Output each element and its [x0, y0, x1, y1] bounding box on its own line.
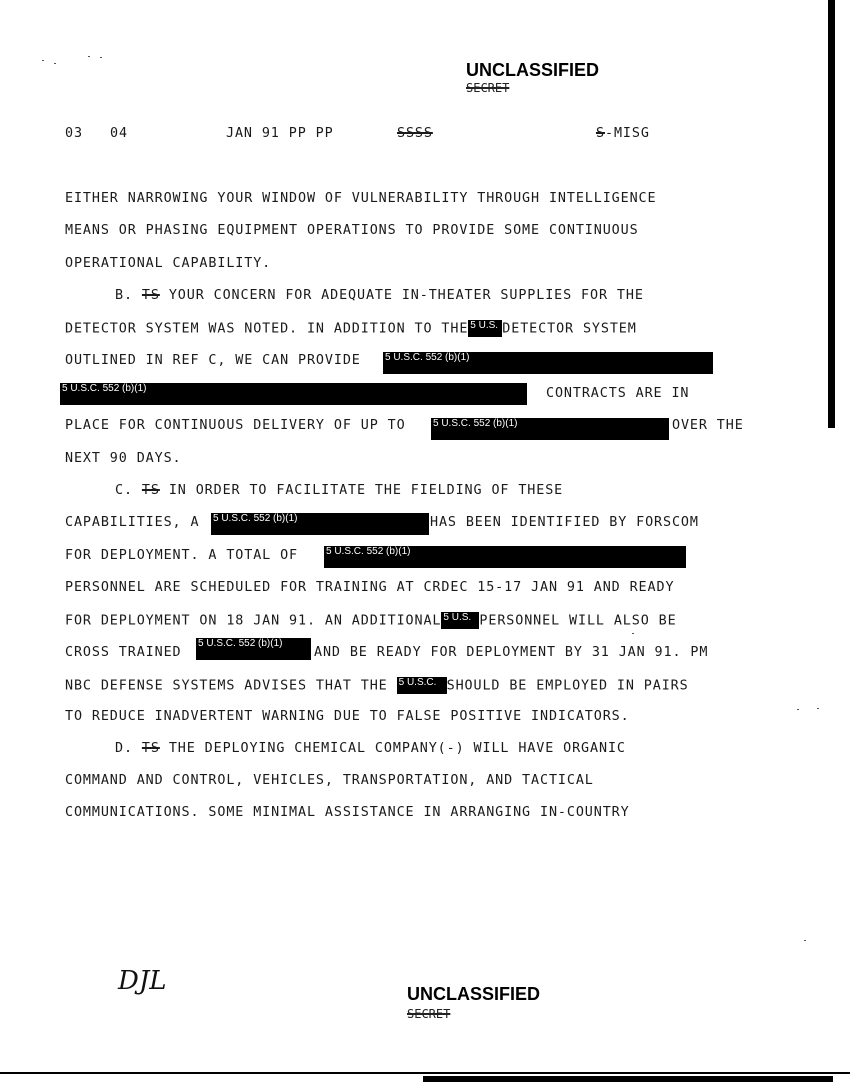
- para-c-line-6b: AND BE READY FOR DEPLOYMENT BY 31 JAN 91. PM: [314, 645, 709, 660]
- para-b-line-6: NEXT 90 DAYS.: [65, 451, 182, 466]
- para-b-line-2: DETECTOR SYSTEM WAS NOTED. IN ADDITION TO THE 5 U.S. DETECTOR SYSTEM: [65, 320, 637, 337]
- para-c-line-3a: FOR DEPLOYMENT. A TOTAL OF: [65, 548, 299, 563]
- scan-speck: [42, 60, 44, 61]
- scan-speck: [817, 708, 819, 709]
- redaction-block: 5 U.S.C. 552 (b)(1): [211, 513, 429, 535]
- para-d-line-2: COMMAND AND CONTROL, VEHICLES, TRANSPORTATION, AND TACTICAL: [65, 773, 594, 788]
- redaction-block: 5 U.S.C.: [397, 677, 447, 694]
- para-d-line-1: D. TS THE DEPLOYING CHEMICAL COMPANY(-) WILL HAVE ORGANIC: [115, 741, 626, 756]
- redaction-block: 5 U.S.C. 552 (b)(1): [324, 546, 686, 568]
- scan-speck: [88, 56, 90, 57]
- scan-speck: [804, 940, 806, 941]
- bottom-rule-thick: [423, 1076, 833, 1082]
- para-c-line-7: NBC DEFENSE SYSTEMS ADVISES THAT THE 5 U.S.C. SHOULD BE EMPLOYED IN PAIRS: [65, 677, 689, 694]
- routing-date: JAN 91 PP PP: [226, 126, 334, 141]
- bottom-rule: [0, 1072, 850, 1074]
- para-b-mark: TS: [141, 288, 160, 303]
- para-c-letter: C.: [115, 483, 133, 498]
- routing-field-2: 04: [110, 126, 128, 141]
- para-c-line-2b: HAS BEEN IDENTIFIED BY FORSCOM: [430, 515, 699, 530]
- para-d-letter: D.: [115, 741, 133, 756]
- scan-speck: [54, 63, 56, 64]
- bottom-struck-secret: SECRET: [407, 1007, 451, 1021]
- para-b-line-4: CONTRACTS ARE IN: [546, 386, 690, 401]
- scan-speck: [632, 633, 634, 634]
- para-b-line-3: OUTLINED IN REF C, WE CAN PROVIDE: [65, 353, 361, 368]
- para-d-mark: TS: [141, 741, 160, 756]
- routing-prefix-struck: S: [596, 126, 605, 141]
- para-c-line-6a: CROSS TRAINED: [65, 645, 182, 660]
- para-b-letter: B.: [115, 288, 133, 303]
- para-c-line-1: C. TS IN ORDER TO FACILITATE THE FIELDING OF THESE: [115, 483, 564, 498]
- redaction-block: 5 U.S.: [441, 612, 479, 629]
- body-line-3: OPERATIONAL CAPABILITY.: [65, 256, 272, 271]
- scan-edge-bar: [828, 0, 835, 428]
- redaction-block: 5 U.S.: [468, 320, 502, 337]
- routing-msg-label: MISG: [613, 126, 650, 141]
- bottom-classification: UNCLASSIFIED: [407, 984, 541, 1004]
- para-d-line-3: COMMUNICATIONS. SOME MINIMAL ASSISTANCE IN ARRANGING IN-COUNTRY: [65, 805, 630, 820]
- para-b-line-1: B. TS YOUR CONCERN FOR ADEQUATE IN-THEATER SUPPLIES FOR THE: [115, 288, 644, 303]
- handwritten-initials: DJL: [118, 966, 167, 996]
- redaction-block: 5 U.S.C. 552 (b)(1): [196, 638, 311, 660]
- routing-field-1: 03: [65, 126, 83, 141]
- top-struck-secret: SECRET: [466, 81, 510, 95]
- para-c-line-4: PERSONNEL ARE SCHEDULED FOR TRAINING AT CRDEC 15-17 JAN 91 AND READY: [65, 580, 675, 595]
- redaction-block: 5 U.S.C. 552 (b)(1): [383, 352, 713, 374]
- scan-speck: [100, 57, 102, 58]
- para-c-line-8: TO REDUCE INADVERTENT WARNING DUE TO FALSE POSITIVE INDICATORS.: [65, 709, 630, 724]
- body-line-1: EITHER NARROWING YOUR WINDOW OF VULNERABILITY THROUGH INTELLIGENCE: [65, 191, 657, 206]
- para-b-line-5b: OVER THE: [672, 418, 744, 433]
- redaction-block: 5 U.S.C. 552 (b)(1): [431, 418, 669, 440]
- body-line-2: MEANS OR PHASING EQUIPMENT OPERATIONS TO PROVIDE SOME CONTINUOUS: [65, 223, 639, 238]
- routing-msg-type: S-MISG: [596, 126, 650, 141]
- para-c-mark: TS: [141, 483, 160, 498]
- para-b-line-5a: PLACE FOR CONTINUOUS DELIVERY OF UP TO: [65, 418, 406, 433]
- routing-code-struck: SSSS: [397, 126, 433, 141]
- top-classification: UNCLASSIFIED: [466, 60, 600, 80]
- redaction-block: 5 U.S.C. 552 (b)(1): [60, 383, 527, 405]
- para-c-line-2a: CAPABILITIES, A: [65, 515, 200, 530]
- para-c-line-5: FOR DEPLOYMENT ON 18 JAN 91. AN ADDITIONAL 5 U.S. PERSONNEL WILL ALSO BE: [65, 612, 677, 629]
- scan-speck: [797, 709, 799, 710]
